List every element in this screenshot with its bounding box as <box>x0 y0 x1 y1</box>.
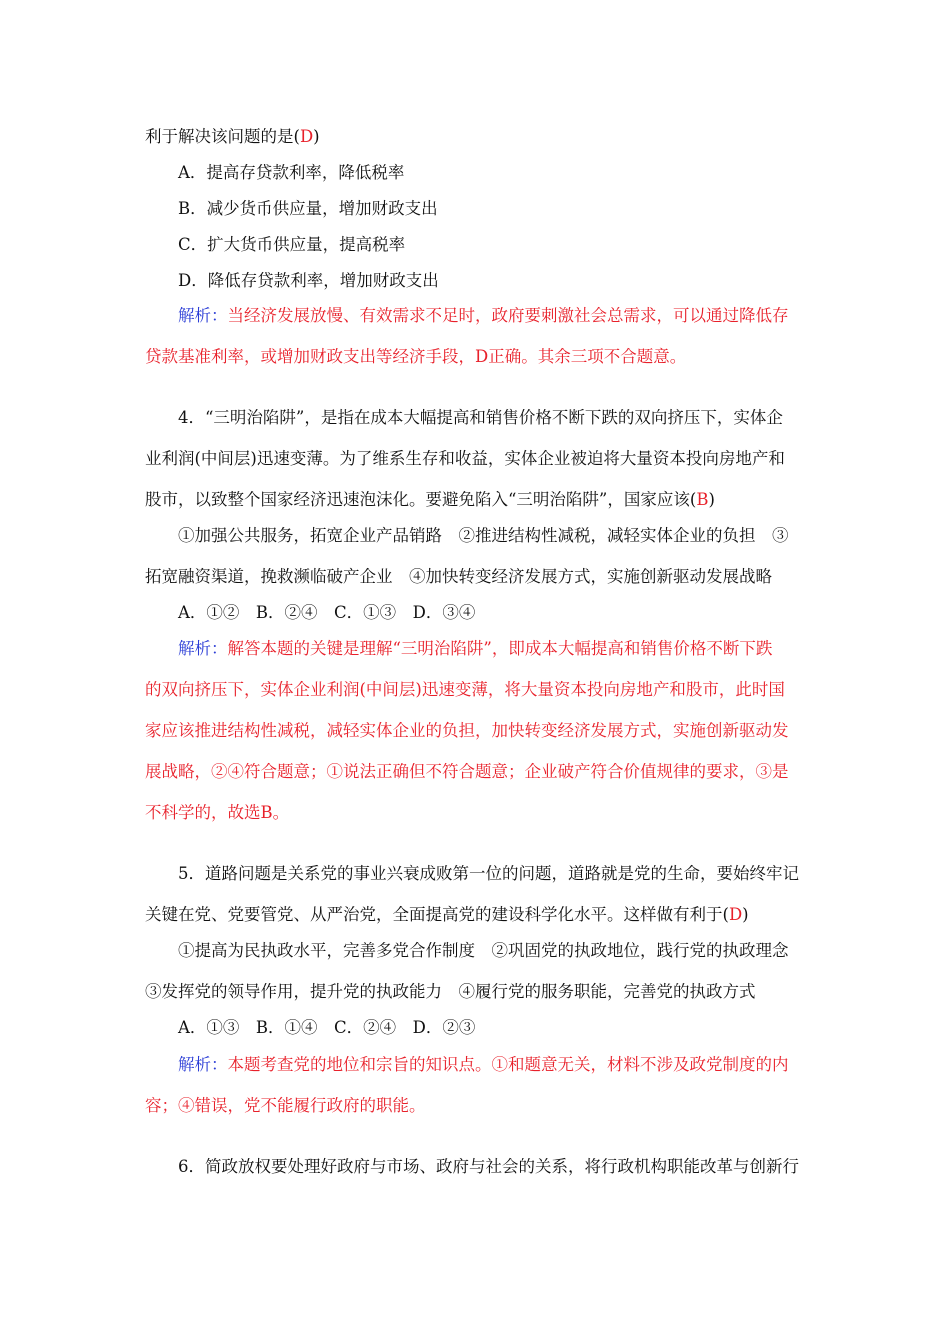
q4-analysis-line: 的双向挤压下，实体企业利润(中间层)迅速变薄，将大量资本投向房地产和股市，此时国 <box>145 680 785 699</box>
q3-stem-text: 利于解决该问题的是( <box>145 127 300 146</box>
q5-stem-line: 5．道路问题是关系党的事业兴衰成败第一位的问题，道路就是党的生命，要始终牢记 <box>178 864 799 883</box>
q3-analysis-text: 当经济发展放慢、有效需求不足时，政府要刺激社会总需求，可以通过降低存 <box>227 306 789 325</box>
q3-analysis-line <box>178 304 789 328</box>
q5-items-line: ①提高为民执政水平，完善多党合作制度 ②巩固党的执政地位，践行党的执政理念 <box>178 941 789 960</box>
q5-stem-close: ) <box>742 905 749 924</box>
q4-analysis-line: 不科学的，故选B。 <box>145 803 290 822</box>
q5-analysis-line: 容；④错误，党不能履行政府的职能。 <box>145 1096 426 1115</box>
q6-stem-line: 6．简政放权要处理好政府与市场、政府与社会的关系，将行政机构职能改革与创新行 <box>178 1157 799 1176</box>
q4-answer: B <box>696 490 709 509</box>
q5-analysis-line <box>178 1053 789 1077</box>
q3-stem-close: ) <box>313 127 320 146</box>
q4-choices: A．①② B．②④ C．①③ D．③④ <box>178 603 476 622</box>
q4-stem-close: ) <box>708 490 715 509</box>
q3-option-d: D．降低存贷款利率，增加财政支出 <box>178 271 439 290</box>
q5-analysis-label: 解析： <box>178 1055 228 1074</box>
q4-stem-line: 业利润(中间层)迅速变薄。为了维系生存和收益，实体企业被迫将大量资本投向房地产和 <box>145 449 785 468</box>
q5-stem-text: 关键在党、党要管党、从严治党，全面提高党的建设科学化水平。这样做有利于( <box>145 905 729 924</box>
q4-analysis-text: 解答本题的关键是理解“三明治陷阱”，即成本大幅提高和销售价格不断下跌 <box>227 639 773 658</box>
q5-answer: D <box>728 905 743 924</box>
q4-stem-line: 4．“三明治陷阱”，是指在成本大幅提高和销售价格不断下跌的双向挤压下，实体企 <box>178 408 783 427</box>
q4-stem-text: 股市，以致整个国家经济迅速泡沫化。要避免陷入“三明治陷阱”，国家应该( <box>145 490 697 509</box>
q5-items-line: ③发挥党的领导作用，提升党的执政能力 ④履行党的服务职能，完善党的执政方式 <box>145 982 756 1001</box>
q4-items-line: 拓宽融资渠道，挽救濒临破产企业 ④加快转变经济发展方式，实施创新驱动发展战略 <box>145 567 772 586</box>
q4-analysis-label: 解析： <box>178 639 228 658</box>
q3-analysis-line: 贷款基准利率，或增加财政支出等经济手段，D正确。其余三项不合题意。 <box>145 347 687 366</box>
q4-analysis-line: 展战略，②④符合题意；①说法正确但不符合题意；企业破产符合价值规律的要求，③是 <box>145 762 789 781</box>
q3-option-c: C．扩大货币供应量，提高税率 <box>178 235 406 254</box>
q5-analysis-text: 本题考查党的地位和宗旨的知识点。①和题意无关，材料不涉及政党制度的内 <box>227 1055 789 1074</box>
q3-analysis-label: 解析： <box>178 306 228 325</box>
q3-stem <box>145 125 320 149</box>
q5-choices: A．①③ B．①④ C．②④ D．②③ <box>178 1018 476 1037</box>
q5-stem-last <box>145 903 749 927</box>
q3-option-b: B．减少货币供应量，增加财政支出 <box>178 199 438 218</box>
q4-analysis-line: 家应该推进结构性减税，减轻实体企业的负担，加快转变经济发展方式，实施创新驱动发 <box>145 721 789 740</box>
q3-option-a: A．提高存贷款利率，降低税率 <box>178 163 405 182</box>
q3-answer: D <box>299 127 314 146</box>
q4-analysis-line <box>178 637 772 661</box>
q4-items-line: ①加强公共服务，拓宽企业产品销路 ②推进结构性减税，减轻实体企业的负担 ③ <box>178 526 789 545</box>
q4-stem-last <box>145 488 715 512</box>
